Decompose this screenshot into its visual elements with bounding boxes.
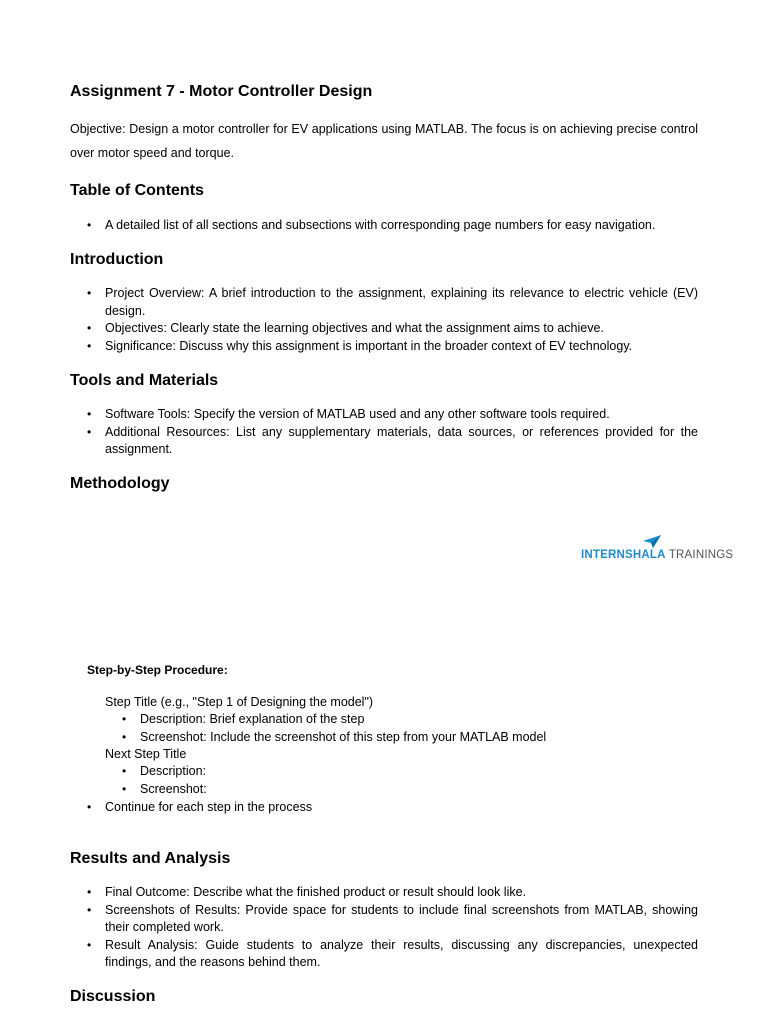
list-item: • Objectives: Clearly state the learning objectives and what the assignment aims to achieve. bbox=[70, 320, 698, 338]
logo-intern: INTERN bbox=[581, 549, 626, 561]
procedure-heading: Step-by-Step Procedure: bbox=[87, 663, 228, 677]
objective-paragraph: Objective: Design a motor controller for EV applications using MATLAB. The focus is on achieving precise control over motor speed and torque. bbox=[70, 122, 698, 160]
step1-title: Step Title (e.g., "Step 1 of Designing the model") bbox=[105, 695, 374, 709]
paper-plane-icon bbox=[643, 535, 661, 548]
list-item: • Software Tools: Specify the version of MATLAB used and any other software tools required. bbox=[70, 406, 698, 424]
list-item: • Additional Resources: List any supplementary materials, data sources, or references provided for the assignment. bbox=[70, 424, 698, 459]
internshala-logo bbox=[581, 534, 734, 564]
results-heading: Results and Analysis bbox=[70, 850, 231, 867]
toc-list bbox=[70, 217, 698, 235]
list-item: • Description: bbox=[105, 763, 698, 781]
continue-list bbox=[70, 799, 698, 817]
introduction-heading: Introduction bbox=[70, 251, 164, 268]
results-list bbox=[70, 884, 698, 972]
step2-title: Next Step Title bbox=[105, 747, 187, 761]
step2-list bbox=[105, 763, 698, 798]
logo-text bbox=[581, 549, 733, 561]
tools-heading: Tools and Materials bbox=[70, 372, 219, 389]
list-item: • Screenshot: Include the screenshot of this step from your MATLAB model bbox=[105, 729, 698, 747]
list-item: • Result Analysis: Guide students to analyze their results, discussing any discrepancies, unexpected findings, and the reasons behind them. bbox=[70, 937, 698, 972]
discussion-heading: Discussion bbox=[70, 988, 156, 1005]
list-item: • Screenshots of Results: Provide space for students to include final screenshots from MATLAB, showing their completed work. bbox=[70, 902, 698, 937]
list-item: • Final Outcome: Describe what the finished product or result should look like. bbox=[70, 884, 698, 902]
list-item: • Screenshot: bbox=[105, 781, 698, 799]
logo-shala: SHALA bbox=[625, 549, 666, 561]
list-item: • Significance: Discuss why this assignment is important in the broader context of EV technology. bbox=[70, 338, 698, 356]
list-item: • A detailed list of all sections and subsections with corresponding page numbers for easy navigation. bbox=[70, 217, 698, 235]
list-item: • Continue for each step in the process bbox=[70, 799, 698, 817]
step1-list bbox=[105, 711, 698, 746]
introduction-list bbox=[70, 285, 698, 355]
tools-list bbox=[70, 406, 698, 459]
methodology-heading: Methodology bbox=[70, 475, 170, 492]
page-title: Assignment 7 - Motor Controller Design bbox=[70, 83, 373, 100]
toc-heading: Table of Contents bbox=[70, 182, 204, 199]
list-item: • Project Overview: A brief introduction to the assignment, explaining its relevance to electric vehicle (EV) design. bbox=[70, 285, 698, 320]
logo-trainings: TRAININGS bbox=[665, 549, 734, 561]
list-item: • Description: Brief explanation of the step bbox=[105, 711, 698, 729]
